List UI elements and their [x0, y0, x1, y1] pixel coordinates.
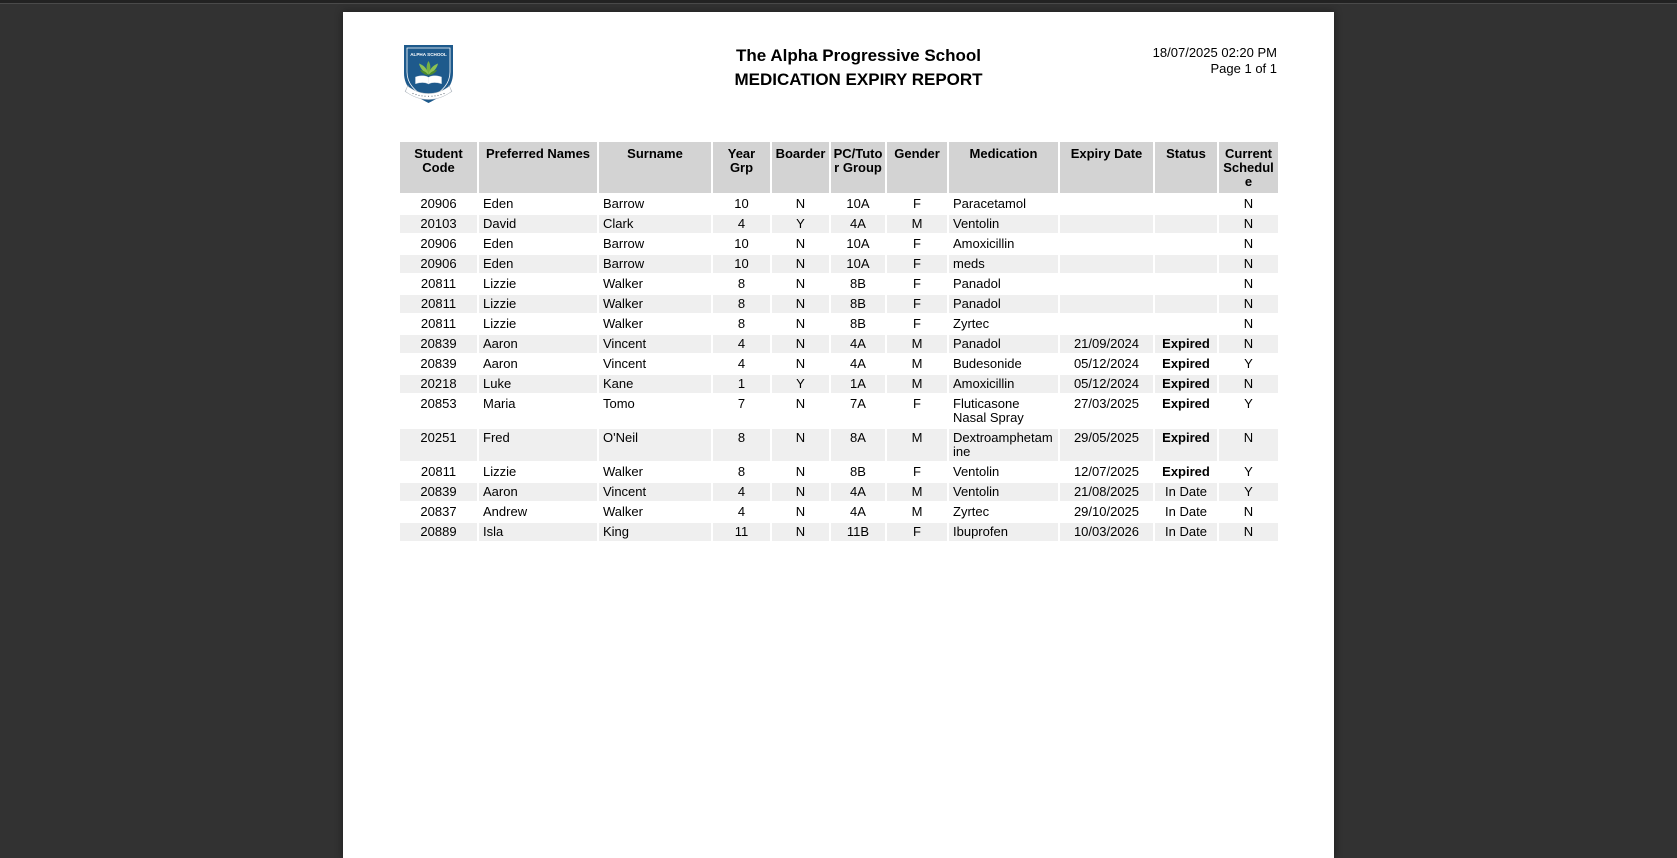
table-cell: Barrow	[599, 195, 711, 213]
table-cell: Walker	[599, 463, 711, 481]
table-cell	[1060, 255, 1153, 273]
table-cell: F	[887, 255, 947, 273]
table-cell: meds	[949, 255, 1058, 273]
table-cell: Lizzie	[479, 295, 597, 313]
table-cell	[1060, 315, 1153, 333]
table-cell: 10/03/2026	[1060, 523, 1153, 541]
table-cell: 4	[713, 215, 770, 233]
medication-expiry-table	[398, 140, 1280, 543]
table-cell	[1060, 235, 1153, 253]
table-cell: Expired	[1155, 375, 1217, 393]
logo-school-name: ALPHA SCHOOL	[410, 52, 447, 57]
table-cell	[1155, 235, 1217, 253]
table-cell: F	[887, 295, 947, 313]
table-cell: Aaron	[479, 355, 597, 373]
table-row	[400, 215, 1278, 233]
table-cell: N	[772, 295, 829, 313]
table-cell: F	[887, 235, 947, 253]
table-cell: 1A	[831, 375, 885, 393]
table-cell	[1155, 215, 1217, 233]
table-cell: N	[1219, 503, 1278, 521]
table-cell: N	[772, 463, 829, 481]
column-header-current-schedule: Current Schedule	[1219, 142, 1278, 193]
table-row	[400, 483, 1278, 501]
table-cell: Ibuprofen	[949, 523, 1058, 541]
table-cell: 4	[713, 355, 770, 373]
column-header-expiry-date: Expiry Date	[1060, 142, 1153, 193]
table-cell: 10	[713, 235, 770, 253]
table-cell: N	[772, 483, 829, 501]
table-cell: Zyrtec	[949, 503, 1058, 521]
column-header-boarder: Boarder	[772, 142, 829, 193]
table-cell: Expired	[1155, 395, 1217, 427]
table-cell: N	[1219, 375, 1278, 393]
table-cell	[1155, 295, 1217, 313]
table-cell: N	[1219, 255, 1278, 273]
column-header-surname: Surname	[599, 142, 711, 193]
table-cell: Maria	[479, 395, 597, 427]
table-row	[400, 275, 1278, 293]
table-cell: 20906	[400, 255, 477, 273]
table-cell: Walker	[599, 295, 711, 313]
table-cell: Isla	[479, 523, 597, 541]
table-cell: Fred	[479, 429, 597, 461]
report-datetime: 18/07/2025 02:20 PM	[1152, 45, 1277, 60]
table-cell: F	[887, 275, 947, 293]
table-cell: 10A	[831, 255, 885, 273]
table-cell	[1155, 195, 1217, 213]
table-cell: Vincent	[599, 355, 711, 373]
table-cell: 1	[713, 375, 770, 393]
table-body	[400, 195, 1278, 541]
table-cell: 8	[713, 275, 770, 293]
table-cell: N	[772, 235, 829, 253]
table-cell: 4A	[831, 355, 885, 373]
table-cell: F	[887, 395, 947, 427]
table-row	[400, 375, 1278, 393]
table-cell: 4	[713, 335, 770, 353]
table-cell: N	[772, 335, 829, 353]
table-cell: Y	[1219, 483, 1278, 501]
table-cell: 20811	[400, 463, 477, 481]
table-cell: Andrew	[479, 503, 597, 521]
table-cell: Eden	[479, 195, 597, 213]
table-header	[400, 142, 1278, 193]
table-cell: N	[772, 355, 829, 373]
table-cell: Lizzie	[479, 463, 597, 481]
table-cell: Barrow	[599, 235, 711, 253]
table-cell: F	[887, 523, 947, 541]
table-cell: Kane	[599, 375, 711, 393]
table-cell: N	[772, 503, 829, 521]
table-cell: 4	[713, 483, 770, 501]
table-cell: Panadol	[949, 275, 1058, 293]
table-cell: Amoxicillin	[949, 235, 1058, 253]
table-cell: Clark	[599, 215, 711, 233]
table-cell: M	[887, 215, 947, 233]
table-cell	[1155, 255, 1217, 273]
table-cell: 8A	[831, 429, 885, 461]
column-header-gender: Gender	[887, 142, 947, 193]
table-cell: 8	[713, 315, 770, 333]
table-cell: Walker	[599, 315, 711, 333]
table-cell: King	[599, 523, 711, 541]
table-row	[400, 523, 1278, 541]
table-cell: Dextroamphetamine	[949, 429, 1058, 461]
report-title: MEDICATION EXPIRY REPORT	[734, 70, 983, 89]
table-cell: 20811	[400, 295, 477, 313]
school-crest-icon	[402, 43, 455, 107]
table-cell: 05/12/2024	[1060, 355, 1153, 373]
report-page	[343, 12, 1334, 858]
table-cell: N	[772, 395, 829, 427]
table-row	[400, 315, 1278, 333]
table-cell: 4A	[831, 215, 885, 233]
table-row	[400, 463, 1278, 481]
table-cell: In Date	[1155, 483, 1217, 501]
table-cell: 20811	[400, 315, 477, 333]
table-cell: Fluticasone Nasal Spray	[949, 395, 1058, 427]
table-cell	[1155, 275, 1217, 293]
table-cell: Ventolin	[949, 463, 1058, 481]
table-cell: F	[887, 463, 947, 481]
table-cell: 10A	[831, 195, 885, 213]
table-cell: Expired	[1155, 429, 1217, 461]
table-cell: N	[1219, 429, 1278, 461]
table-row	[400, 255, 1278, 273]
table-row	[400, 195, 1278, 213]
column-header-preferred-names: Preferred Names	[479, 142, 597, 193]
table-cell: 8B	[831, 463, 885, 481]
table-cell: Panadol	[949, 335, 1058, 353]
table-cell: David	[479, 215, 597, 233]
table-cell: Y	[772, 215, 829, 233]
table-cell: 4A	[831, 503, 885, 521]
table-cell: N	[1219, 523, 1278, 541]
school-crest-logo	[402, 43, 455, 107]
table-cell: 20853	[400, 395, 477, 427]
table-cell: M	[887, 429, 947, 461]
table-cell: N	[1219, 315, 1278, 333]
table-cell: M	[887, 503, 947, 521]
table-cell: Expired	[1155, 355, 1217, 373]
table-cell: Amoxicillin	[949, 375, 1058, 393]
table-cell: 8B	[831, 275, 885, 293]
table-cell: Panadol	[949, 295, 1058, 313]
column-header-student-code: Student Code	[400, 142, 477, 193]
table-cell: 10	[713, 255, 770, 273]
table-cell: N	[772, 429, 829, 461]
table-cell: Walker	[599, 275, 711, 293]
table-cell	[1155, 315, 1217, 333]
table-cell: 21/08/2025	[1060, 483, 1153, 501]
table-cell: 29/05/2025	[1060, 429, 1153, 461]
table-cell: Barrow	[599, 255, 711, 273]
table-cell: 8	[713, 429, 770, 461]
table-cell: 7	[713, 395, 770, 427]
table-cell: N	[772, 315, 829, 333]
table-row	[400, 295, 1278, 313]
table-cell: N	[1219, 275, 1278, 293]
table-cell: 10A	[831, 235, 885, 253]
table-cell: 20811	[400, 275, 477, 293]
table-cell: 20839	[400, 355, 477, 373]
table-cell: 27/03/2025	[1060, 395, 1153, 427]
table-cell: 4	[713, 503, 770, 521]
table-cell: N	[1219, 195, 1278, 213]
school-name-title: The Alpha Progressive School	[736, 46, 981, 65]
table-cell: Y	[1219, 395, 1278, 427]
table-cell: Expired	[1155, 463, 1217, 481]
table-cell	[1060, 195, 1153, 213]
table-row	[400, 235, 1278, 253]
table-cell: Vincent	[599, 335, 711, 353]
table-header-row	[400, 142, 1278, 193]
report-page-number: Page 1 of 1	[1210, 61, 1277, 76]
table-cell: N	[1219, 335, 1278, 353]
table-cell: Eden	[479, 255, 597, 273]
table-cell: Lizzie	[479, 275, 597, 293]
table-cell: 20906	[400, 195, 477, 213]
table-cell: 20839	[400, 483, 477, 501]
table-row	[400, 503, 1278, 521]
column-header-pc-tutor-group: PC/Tutor Group	[831, 142, 885, 193]
column-header-medication: Medication	[949, 142, 1058, 193]
table-cell: Ventolin	[949, 483, 1058, 501]
table-cell: In Date	[1155, 523, 1217, 541]
table-cell: Y	[1219, 463, 1278, 481]
table-cell: 20839	[400, 335, 477, 353]
table-cell: N	[772, 195, 829, 213]
table-row	[400, 429, 1278, 461]
column-header-status: Status	[1155, 142, 1217, 193]
table-cell: M	[887, 335, 947, 353]
table-cell: 8B	[831, 315, 885, 333]
table-cell	[1060, 275, 1153, 293]
table-cell: N	[772, 255, 829, 273]
table-row	[400, 395, 1278, 427]
table-row	[400, 355, 1278, 373]
table-cell: 11B	[831, 523, 885, 541]
table-cell: 4A	[831, 483, 885, 501]
table-cell: 4A	[831, 335, 885, 353]
table-cell: M	[887, 375, 947, 393]
table-cell: 7A	[831, 395, 885, 427]
table-cell: 20251	[400, 429, 477, 461]
column-header-year-grp: Year Grp	[713, 142, 770, 193]
viewer-top-strip	[0, 0, 1677, 4]
table-cell	[1060, 215, 1153, 233]
table-cell: M	[887, 483, 947, 501]
table-cell: F	[887, 195, 947, 213]
table-cell: 05/12/2024	[1060, 375, 1153, 393]
report-title-block	[483, 44, 1234, 92]
table-cell: 10	[713, 195, 770, 213]
table-cell: Y	[772, 375, 829, 393]
table-cell: Vincent	[599, 483, 711, 501]
table-cell: M	[887, 355, 947, 373]
table-cell: N	[1219, 235, 1278, 253]
table-cell: Luke	[479, 375, 597, 393]
table-cell	[1060, 295, 1153, 313]
table-cell: Eden	[479, 235, 597, 253]
table-cell: Aaron	[479, 335, 597, 353]
table-cell: N	[772, 275, 829, 293]
table-cell: N	[772, 523, 829, 541]
table-row	[400, 335, 1278, 353]
table-cell: 11	[713, 523, 770, 541]
table-cell: Zyrtec	[949, 315, 1058, 333]
table-cell: 8	[713, 295, 770, 313]
table-cell: Lizzie	[479, 315, 597, 333]
table-cell: N	[1219, 295, 1278, 313]
table-cell: Ventolin	[949, 215, 1058, 233]
table-cell: 21/09/2024	[1060, 335, 1153, 353]
table-cell: Budesonide	[949, 355, 1058, 373]
table-cell: O'Neil	[599, 429, 711, 461]
table-cell: F	[887, 315, 947, 333]
table-cell: Y	[1219, 355, 1278, 373]
table-cell: 12/07/2025	[1060, 463, 1153, 481]
table-cell: Aaron	[479, 483, 597, 501]
table-cell: Walker	[599, 503, 711, 521]
table-cell: 20837	[400, 503, 477, 521]
table-cell: 8	[713, 463, 770, 481]
table-cell: 20218	[400, 375, 477, 393]
table-cell: Expired	[1155, 335, 1217, 353]
table-cell: N	[1219, 215, 1278, 233]
table-cell: 29/10/2025	[1060, 503, 1153, 521]
table-cell: Tomo	[599, 395, 711, 427]
table-cell: 20889	[400, 523, 477, 541]
report-meta-block	[1153, 45, 1277, 77]
table-cell: In Date	[1155, 503, 1217, 521]
table-cell: 20906	[400, 235, 477, 253]
table-cell: Paracetamol	[949, 195, 1058, 213]
table-cell: 8B	[831, 295, 885, 313]
table-cell: 20103	[400, 215, 477, 233]
